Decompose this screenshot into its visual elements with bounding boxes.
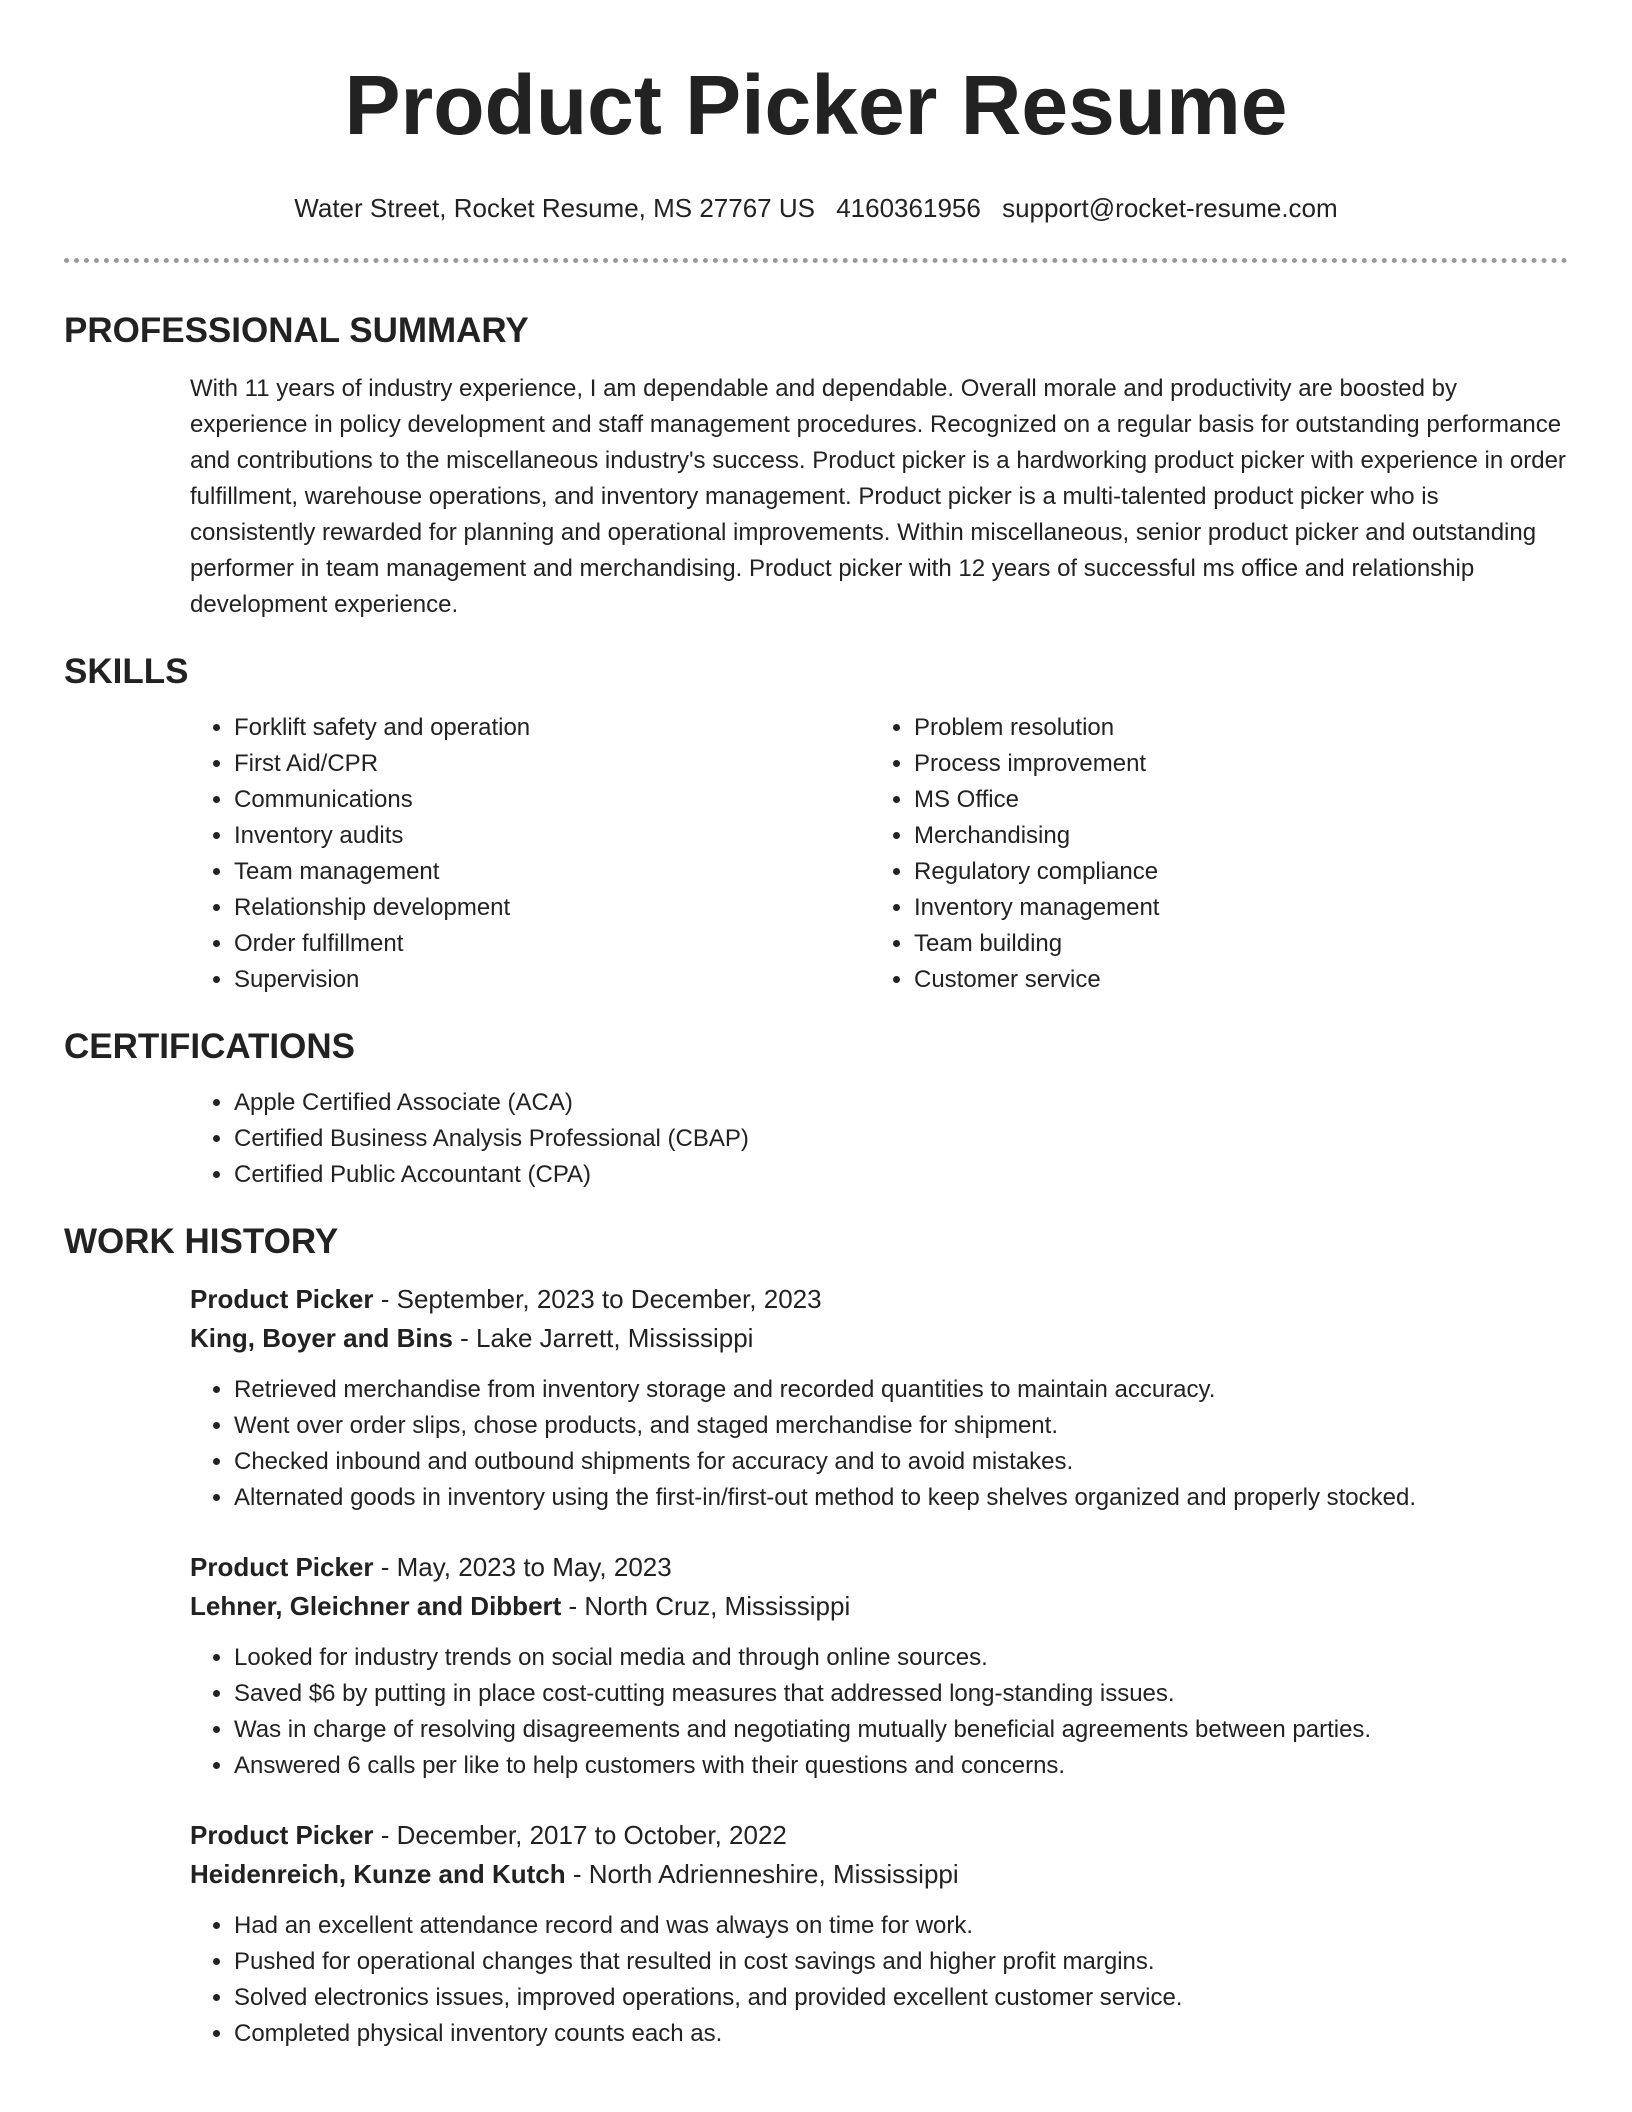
skill-item: • Relationship development [234,890,870,926]
job-entry [190,1280,1568,1516]
contact-phone: 4160361956 [836,193,981,223]
job-duty: • Looked for industry trends on social media and through online sources. [234,1640,1568,1676]
job-title: Product Picker [190,1552,374,1582]
skill-item: • Supervision [234,962,870,998]
skills-column-right [870,710,1550,998]
job-entry [190,1548,1568,1784]
job-duty: • Saved $6 by putting in place cost-cutting measures that addressed long-standing issues. [234,1676,1568,1712]
job-duty: • Retrieved merchandise from inventory storage and recorded quantities to maintain accuracy. [234,1372,1568,1408]
header-divider [64,258,1568,263]
skill-item: • Merchandising [914,818,1550,854]
job-duty: • Was in charge of resolving disagreements and negotiating mutually beneficial agreements between parties. [234,1712,1568,1748]
job-dates: - May, 2023 to May, 2023 [373,1552,672,1582]
skills-heading: SKILLS [64,652,189,691]
certification-item: • Certified Business Analysis Professional (CBAP) [234,1121,1568,1157]
skill-item: • Inventory management [914,890,1550,926]
summary-section [64,309,1568,623]
job-duty: • Went over order slips, chose products, and staged merchandise for shipment. [234,1408,1568,1444]
certification-item: • Apple Certified Associate (ACA) [234,1085,1568,1121]
skill-item: • Process improvement [914,746,1550,782]
job-dates: - September, 2023 to December, 2023 [373,1284,822,1314]
skills-column-left [190,710,870,998]
job-location: - North Adrienneshire, Mississippi [565,1859,959,1889]
job-company: King, Boyer and Bins [190,1323,453,1353]
job-title: Product Picker [190,1820,374,1850]
skills-section [64,650,1568,998]
skill-item: • Customer service [914,962,1550,998]
job-dates: - December, 2017 to October, 2022 [373,1820,787,1850]
skill-item: • Order fulfillment [234,926,870,962]
job-title: Product Picker [190,1284,374,1314]
skill-item: • First Aid/CPR [234,746,870,782]
job-duty: • Had an excellent attendance record and was always on time for work. [234,1908,1568,1944]
job-company: Heidenreich, Kunze and Kutch [190,1859,566,1889]
job-duty: • Answered 6 calls per like to help customers with their questions and concerns. [234,1748,1568,1784]
contact-address: Water Street, Rocket Resume, MS 27767 US [294,193,815,223]
summary-heading: PROFESSIONAL SUMMARY [64,311,529,350]
job-duty: • Alternated goods in inventory using the first-in/first-out method to keep shelves organized and properly stocked. [234,1480,1568,1516]
summary-text: With 11 years of industry experience, I am dependable and dependable. Overall morale and productivity are boosted by experience in policy development and staff management procedures. Recognized on a regular basis for outstanding performance and contributions to the miscellaneous industry's success. Product picker is a hardworking product picker with experience in order fulfillment, warehouse operations, and inventory management. Product picker is a multi-talented product picker who is consistently rewarded for planning and operational improvements. Within miscellaneous, senior product picker and outstanding performer in team management and merchandising. Product picker with 12 years of successful ms office and relationship development experience. [190,375,1566,618]
job-company: Lehner, Gleichner and Dibbert [190,1591,562,1621]
job-duty: • Completed physical inventory counts each as. [234,2016,1568,2052]
certification-item: • Certified Public Accountant (CPA) [234,1157,1568,1193]
certifications-section [64,1025,1568,1193]
skill-item: • Team building [914,926,1550,962]
job-duty: • Solved electronics issues, improved operations, and provided excellent customer service. [234,1980,1568,2016]
skill-item: • Forklift safety and operation [234,710,870,746]
job-title-line [190,1280,1568,1319]
contact-line [64,192,1568,224]
job-entry [190,1816,1568,2052]
work-history-section [64,1220,1568,2052]
job-company-line [190,1855,1568,1894]
skill-item: • Team management [234,854,870,890]
job-title-line [190,1816,1568,1855]
skill-item: • Communications [234,782,870,818]
skill-item: • Inventory audits [234,818,870,854]
skill-item: • Regulatory compliance [914,854,1550,890]
job-location: - Lake Jarrett, Mississippi [452,1323,754,1353]
contact-email: support@rocket-resume.com [1002,193,1338,223]
job-duty: • Checked inbound and outbound shipments for accuracy and to avoid mistakes. [234,1444,1568,1480]
job-title-line [190,1548,1568,1587]
job-location: - North Cruz, Mississippi [561,1591,851,1621]
certifications-heading: CERTIFICATIONS [64,1027,356,1066]
job-duty: • Pushed for operational changes that resulted in cost savings and higher profit margins. [234,1944,1568,1980]
resume-title: Product Picker Resume [344,58,1288,152]
job-company-line [190,1587,1568,1626]
work-history-heading: WORK HISTORY [64,1222,339,1261]
skill-item: • Problem resolution [914,710,1550,746]
skill-item: • MS Office [914,782,1550,818]
job-company-line [190,1319,1568,1358]
